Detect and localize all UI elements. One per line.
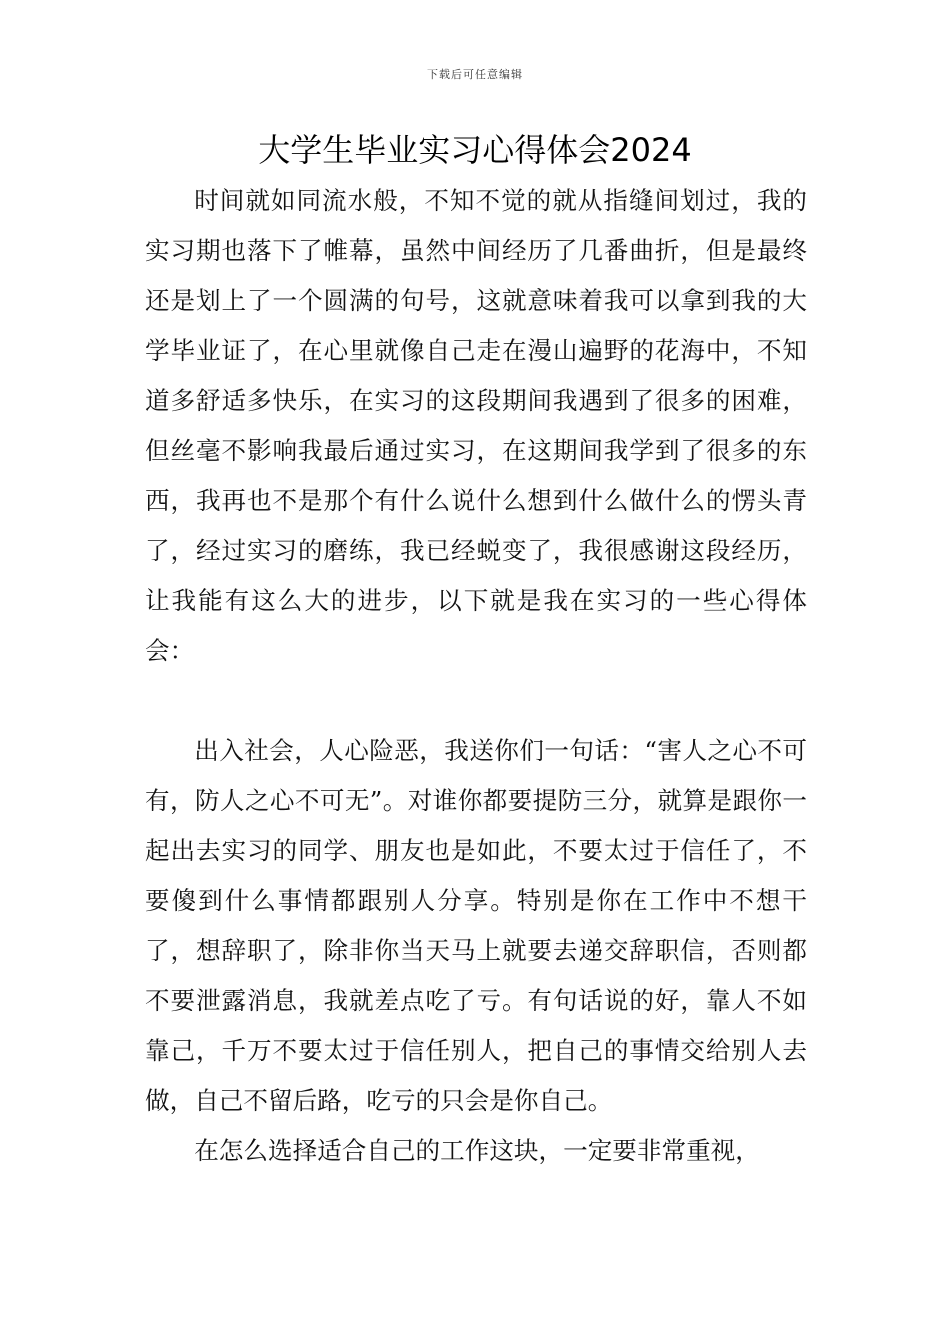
document-title: 大学生毕业实习心得体会2024 <box>258 131 692 169</box>
document-body <box>145 176 807 1176</box>
paragraph-2: 出入社会，人心险恶，我送你们一句话：“害人之心不可有，防人之心不可无”。对谁你都要提防三分，就算是跟你一起出去实习的同学、朋友也是如此，不要太过于信任了，不要傻到什么事情都跟别人分享。特别是你在工作中不想干了，想辞职了，除非你当天马上就要去递交辞职信，否则都不要泄露消息，我就差点吃了亏。有句话说的好，靠人不如靠己，千万不要太过于信任别人，把自己的事情交给别人去做，自己不留后路，吃亏的只会是你自己。 <box>145 736 807 1115</box>
paragraph-1: 时间就如同流水般，不知不觉的就从指缝间划过，我的实习期也落下了帷幕，虽然中间经历了几番曲折，但是最终还是划上了一个圆满的句号，这就意味着我可以拿到我的大学毕业证了，在心里就像自己走在漫山遍野的花海中，不知道多舒适多快乐，在实习的这段期间我遇到了很多的困难，但丝毫不影响我最后通过实习，在这期间我学到了很多的东西，我再也不是那个有什么说什么想到什么做什么的愣头青了，经过实习的磨练，我已经蜕变了，我很感谢这段经历，让我能有这么大的进步，以下就是我在实习的一些心得体会： <box>145 186 807 665</box>
paragraph-3: 在怎么选择适合自己的工作这块，一定要非常重视， <box>194 1136 760 1165</box>
header-note: 下载后可任意编辑 <box>427 68 523 81</box>
paragraph-gap <box>145 676 807 726</box>
